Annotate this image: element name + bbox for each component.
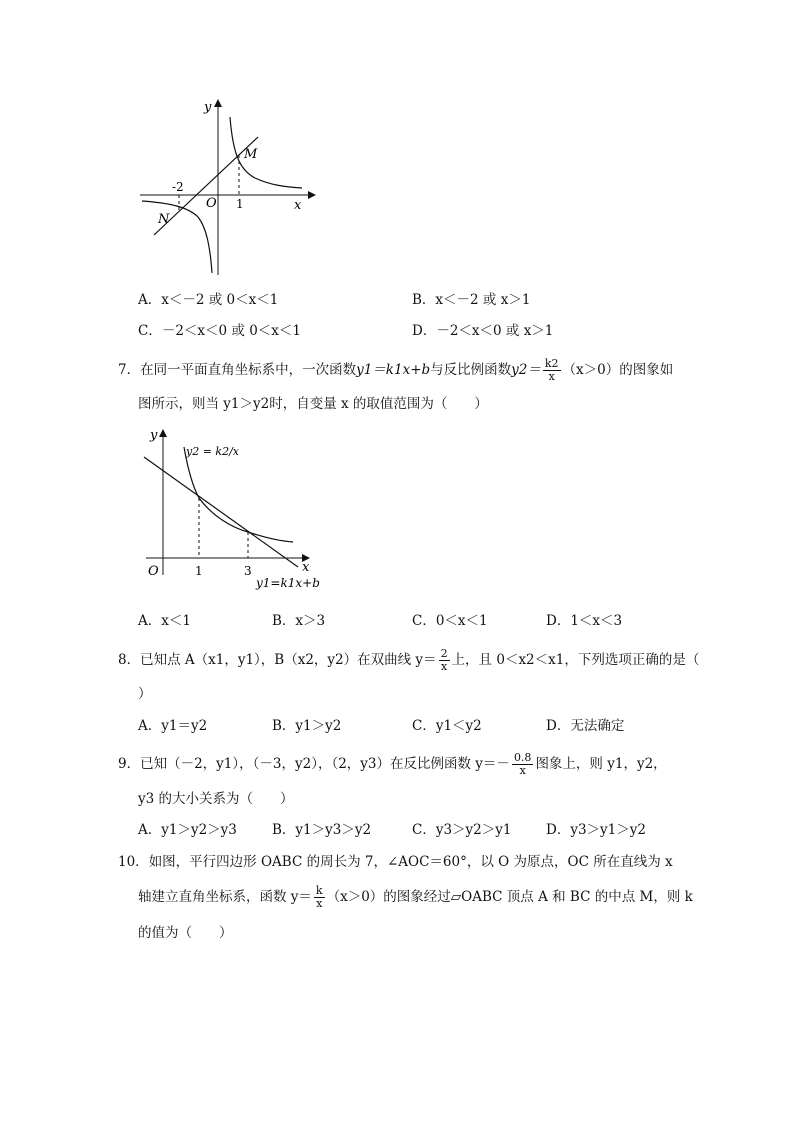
q8-option-b: B．y1＞y2	[272, 718, 342, 734]
fig6-hyperbola-left	[142, 201, 212, 273]
fig6-label-o: O	[206, 196, 217, 211]
q8-number: 8．	[118, 652, 141, 668]
fig7-tick-1: 1	[195, 564, 203, 578]
q7-y2: y2＝	[511, 362, 541, 378]
q6-option-c: C．－2＜x＜0 或 0＜x＜1	[138, 323, 301, 339]
q10-line2-a: 轴建立直角坐标系，函数 y＝	[138, 889, 312, 905]
q9-stem-line1	[118, 752, 667, 777]
fig6-label-n: N	[158, 212, 170, 227]
q10-frac-den: x	[316, 897, 323, 910]
q10-stem-line2	[138, 885, 693, 910]
q7-number: 7．	[118, 362, 141, 378]
q7-text-b: 与反比例函数	[430, 362, 512, 378]
q8-option-d: D．无法确定	[546, 718, 625, 734]
q8-frac-num: 2	[440, 647, 448, 660]
q9-frac-den: x	[519, 764, 526, 777]
q7-frac-den: x	[548, 370, 555, 383]
q9-number: 9．	[118, 756, 141, 772]
q7-option-a: A．x＜1	[138, 613, 191, 629]
q6-option-d: D．－2＜x＜0 或 x＞1	[412, 323, 554, 339]
fig7-line	[144, 457, 298, 567]
fig7-line-label: y1=k1x+b	[256, 576, 320, 590]
q9-fraction	[512, 752, 534, 777]
q7-stem-line2: 图所示，则当 y1＞y2时，自变量 x 的取值范围为（ ）	[138, 396, 488, 412]
q9-stem-line2: y3 的大小关系为（ ）	[138, 791, 294, 807]
q9-text-a: 已知（－2，y1），（－3，y2），（2，y3）在反比例函数 y＝－	[140, 756, 510, 772]
fig6-tick-1: 1	[236, 197, 244, 211]
q7-frac-num: k2	[544, 357, 559, 370]
fig6-x-arrow	[308, 191, 316, 199]
q10-line1: 如图，平行四边形 OABC 的周长为 7，∠AOC＝60°，以 O 为原点，OC 所在直线为 x	[148, 854, 673, 870]
q6-option-a: A．x＜－2 或 0＜x＜1	[138, 292, 279, 308]
q8-option-a: A．y1＝y2	[138, 718, 208, 734]
fig7-tick-3: 3	[244, 564, 252, 578]
q7-option-b: B．x＞3	[272, 613, 326, 629]
q7-fraction	[543, 358, 561, 383]
q7-option-d: D．1＜x＜3	[546, 613, 623, 629]
q9-frac-num: 0.8	[513, 751, 532, 764]
q7-stem-line1	[118, 358, 673, 383]
fig6-label-m: M	[244, 147, 258, 162]
fig6-line	[154, 137, 258, 235]
q6-option-b: B．x＜－2 或 x＞1	[412, 292, 531, 308]
fig6-tick-neg2: -2	[172, 180, 184, 194]
q9-option-d: D．y3＞y1＞y2	[546, 822, 646, 838]
q9-option-a: A．y1＞y2＞y3	[138, 822, 237, 838]
q9-option-b: B．y1＞y3＞y2	[272, 822, 372, 838]
q10-stem-line1	[118, 852, 673, 872]
q7-cond: （x＞0）的图象如	[562, 362, 674, 378]
q10-stem-line3: 的值为（ ）	[138, 925, 233, 941]
fig7-label-x: x	[302, 560, 310, 575]
q8-option-c: C．y1＜y2	[412, 718, 482, 734]
q8-stem-line2: ）	[138, 686, 152, 702]
figure-q7-graph	[138, 425, 338, 605]
fig6-label-y: y	[204, 100, 212, 115]
fig7-label-o: O	[148, 564, 159, 579]
q8-text-b: 上，且 0＜x2＜x1，下列选项正确的是（	[451, 652, 700, 668]
q10-line2-b: （x＞0）的图象经过▱OABC 顶点 A 和 BC 的中点 M，则 k	[326, 889, 693, 905]
q8-text-a: 已知点 A（x1，y1），B（x2，y2）在双曲线 y＝	[140, 652, 437, 668]
fig7-label-y: y	[150, 428, 158, 443]
fig7-curve-label: y2 = k2/x	[186, 445, 239, 458]
fig6-y-arrow	[214, 99, 222, 107]
q7-option-c: C．0＜x＜1	[412, 613, 488, 629]
q9-text-b: 图象上，则 y1，y2，	[535, 756, 667, 772]
q10-frac-num: k	[315, 884, 323, 897]
q8-frac-den: x	[440, 660, 448, 673]
q7-text-a: 在同一平面直角坐标系中，一次函数	[140, 362, 357, 378]
q10-number: 10．	[118, 854, 149, 870]
q7-y1-eq: y1＝k1x+b	[356, 362, 431, 378]
q8-stem-line1	[118, 648, 699, 673]
figure-q6-graph	[130, 95, 320, 280]
fig7-y-arrow	[159, 429, 167, 437]
fig6-label-x: x	[294, 198, 302, 213]
q10-fraction	[314, 885, 325, 910]
q9-option-c: C．y3＞y2＞y1	[412, 822, 512, 838]
q8-fraction	[439, 648, 450, 673]
fig7-hyperbola	[184, 447, 293, 542]
